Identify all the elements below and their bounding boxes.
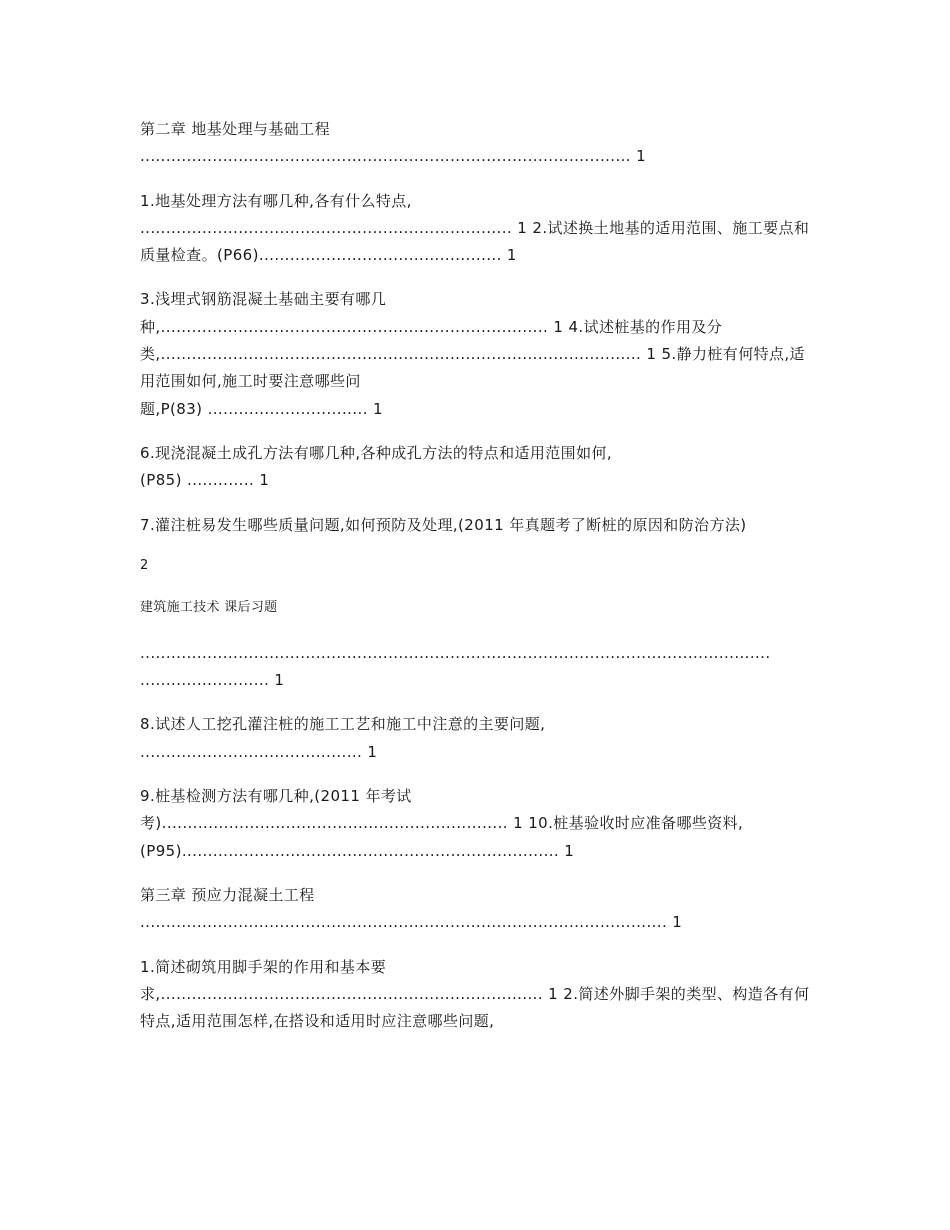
toc-entry-group-2: 3.浅埋式钢筋混凝土基础主要有哪几 种,........................................................................... 1 4.试述桩基的作用及分类,............................................................................................. 1 5.静力桩有何特点,适用范围如何,施工时要注意哪些问 题,P(83) ............................... 1 xyxy=(140,290,805,418)
document-page xyxy=(140,116,820,1052)
toc-entry-6: 6.现浇混凝土成孔方法有哪几种,各种成孔方法的特点和适用范围如何, (P85) ............. 1 xyxy=(140,443,613,490)
toc-entry-8: 8.试述人工挖孔灌注桩的施工工艺和施工中注意的主要问题, ........................................... 1 xyxy=(140,715,546,761)
toc-entry-group-3: 9.桩基检测方法有哪几种,(2011 年考试 考)................................................................... 1 10.桩基验收时应准备哪些资料,(P95)......................................................................... 1 xyxy=(140,787,744,860)
running-header: 建筑施工技术 课后习题 xyxy=(140,599,278,615)
toc-entry-group-1: 1.地基处理方法有哪几种,各有什么特点, ........................................................................ 1 2.试述换土地基的适用范围、施工要点和质量检查。(P66)............................................... 1 xyxy=(140,191,810,265)
toc-entry-group-4: 1.简述砌筑用脚手架的作用和基本要 求,.......................................................................... 1 2.简述外脚手架的类型、构造各有何特点,适用范围怎样,在搭设和适用时应注意哪些问题, xyxy=(140,957,810,1031)
toc-entry-7: 7.灌注桩易发生哪些质量问题,如何预防及处理,(2011 年真题考了断桩的原因和防治方法) xyxy=(140,515,747,534)
toc-chapter-2: 第二章 地基处理与基础工程 ............................................................................................... 1 xyxy=(140,120,647,166)
toc-leader-continuation: .......................................................................................................................... ......................... 1 xyxy=(140,643,771,690)
toc-chapter-3: 第三章 预应力混凝土工程 ...................................................................................................... 1 xyxy=(140,885,683,932)
page-number: 2 xyxy=(140,557,149,573)
